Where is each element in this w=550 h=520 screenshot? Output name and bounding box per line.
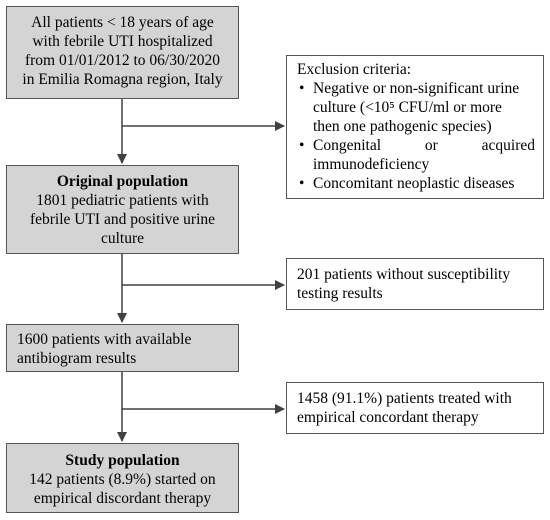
eligibility-line: from 01/01/2012 to 06/30/2020 [24, 52, 221, 69]
exclusion-item: • Negative or non-significant urine culture (<10⁵ CFU/ml or more then one pathogenic species) [297, 79, 535, 136]
eligibility-line: in Emilia Romagna region, Italy [22, 71, 223, 88]
exclusion-item: • Congenital or acquired immunodeficiency [297, 136, 535, 174]
exclusion-criteria-box [286, 55, 544, 199]
eligibility-box [6, 6, 239, 99]
study-population-title: Study population [65, 452, 180, 469]
study-population-line: empirical discordant therapy [33, 490, 212, 507]
exclusion-title: Exclusion criteria: [297, 61, 412, 78]
study-population-line: 142 patients (8.9%) started on [29, 471, 216, 488]
original-population-line: 1801 pediatric patients with [36, 192, 209, 209]
antibiogram-box [6, 324, 239, 372]
eligibility-line: All patients < 18 years of age [31, 14, 214, 31]
antibiogram-line: antibiogram results [17, 350, 137, 367]
exclusion-item: • Concomitant neoplastic diseases [297, 174, 535, 193]
original-population-box [6, 165, 239, 254]
antibiogram-line: 1600 patients with available [17, 331, 192, 348]
no-susceptibility-box [286, 258, 544, 310]
no-susceptibility-line: testing results [297, 285, 383, 302]
study-population-box [6, 443, 239, 513]
original-population-line: culture [100, 230, 145, 247]
eligibility-line: with febrile UTI hospitalized [32, 33, 213, 50]
original-population-line: febrile UTI and positive urine [29, 211, 216, 228]
concordant-therapy-box [286, 382, 544, 434]
concordant-therapy-line: 1458 (91.1%) patients treated with [297, 390, 512, 407]
justified-line: • Congenital or acquired [313, 137, 535, 154]
original-population-title: Original population [56, 173, 189, 190]
concordant-therapy-line: empirical concordant therapy [297, 409, 479, 426]
exclusion-list [297, 79, 535, 193]
no-susceptibility-line: 201 patients without susceptibility [297, 266, 511, 283]
